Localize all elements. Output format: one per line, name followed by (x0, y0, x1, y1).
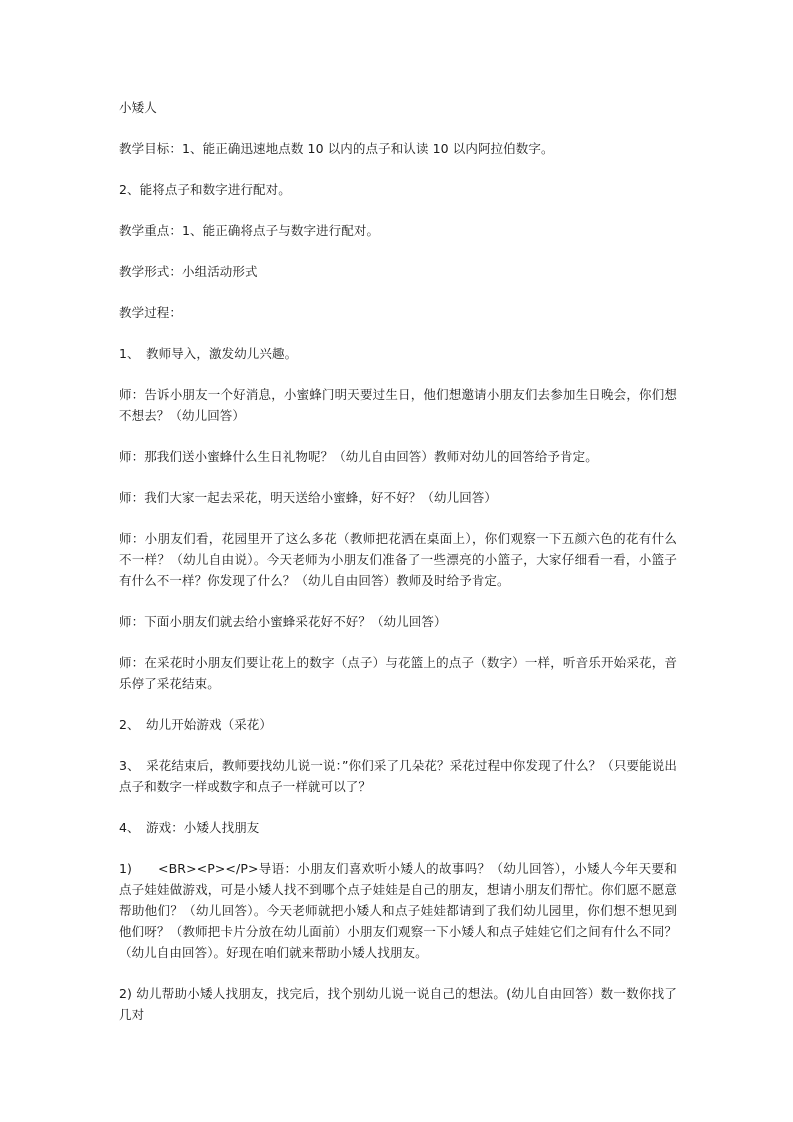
paragraph-teaching-form: 教学形式：小组活动形式 (119, 264, 258, 279)
paragraph-step-3: 3、 采花结束后，教师要找幼儿说一说：”你们采了几朵花？采花过程中你发现了什么？（只要能说出点子和数字一样或数字和点子一样就可以了？ (119, 758, 677, 794)
paragraph-teacher-gift: 师：那我们送小蜜蜂什么生日礼物呢？（幼儿自由回答）教师对幼儿的回答给予肯定。 (119, 449, 598, 464)
paragraph-step-4: 4、 游戏：小矮人找朋友 (119, 820, 260, 835)
paragraph-teacher-news: 师：告诉小朋友一个好消息，小蜜蜂门明天要过生日，他们想邀请小朋友们去参加生日晚会，你们想不想去？（幼儿回答） (119, 387, 677, 423)
paragraph-teacher-rules: 师：在采花时小朋友们要让花上的数字（点子）与花篮上的点子（数字）一样，听音乐开始采花，音乐停了采花结束。 (119, 655, 677, 691)
paragraph-teacher-pick-flowers: 师：我们大家一起去采花，明天送给小蜜蜂，好不好？（幼儿回答） (119, 490, 498, 505)
paragraph-teaching-goal: 教学目标：1、能正确迅速地点数 10 以内的点子和认读 10 以内阿拉伯数字。 (119, 141, 554, 156)
paragraph-step-1: 1、 教师导入，激发幼儿兴趣。 (119, 346, 298, 361)
document-title: 小矮人 (119, 100, 157, 115)
paragraph-substep-1: 1) <BR><P></P>导语：小朋友们喜欢听小矮人的故事吗？（幼儿回答），小矮人今年天要和点子娃娃做游戏，可是小矮人找不到哪个点子娃娃是自己的朋友，想请小朋友们帮忙。你们愿不愿意帮助他们？（幼儿回答）。今天老师就把小矮人和点子娃娃都请到了我们幼儿园里，你们想不想见到他们呀？（教师把卡片分放在幼儿面前）小朋友们观察一下小矮人和点子娃娃它们之间有什么不同？（幼儿自由回答）。好现在咱们就来帮助小矮人找朋友。 (119, 861, 677, 960)
paragraph-step-2: 2、 幼儿开始游戏（采花） (119, 717, 273, 732)
paragraph-teacher-garden: 师：小朋友们看，花园里开了这么多花（教师把花洒在桌面上），你们观察一下五颜六色的花有什么不一样？（幼儿自由说）。今天老师为小朋友们准备了一些漂亮的小篮子，大家仔细看一看，小篮子有什么不一样？你发现了什么？（幼儿自由回答）教师及时给予肯定。 (119, 531, 677, 588)
paragraph-teaching-process: 教学过程： (119, 305, 183, 320)
paragraph-goal-2: 2、能将点子和数字进行配对。 (119, 182, 291, 197)
paragraph-substep-2: 2) 幼儿帮助小矮人找朋友，找完后，找个别幼儿说一说自己的想法。(幼儿自由回答）数一数你找了几对 (119, 986, 677, 1022)
document-body (119, 97, 677, 1025)
paragraph-teaching-focus: 教学重点：1、能正确将点子与数字进行配对。 (119, 223, 380, 238)
paragraph-teacher-go-pick: 师：下面小朋友们就去给小蜜蜂采花好不好？（幼儿回答） (119, 614, 447, 629)
